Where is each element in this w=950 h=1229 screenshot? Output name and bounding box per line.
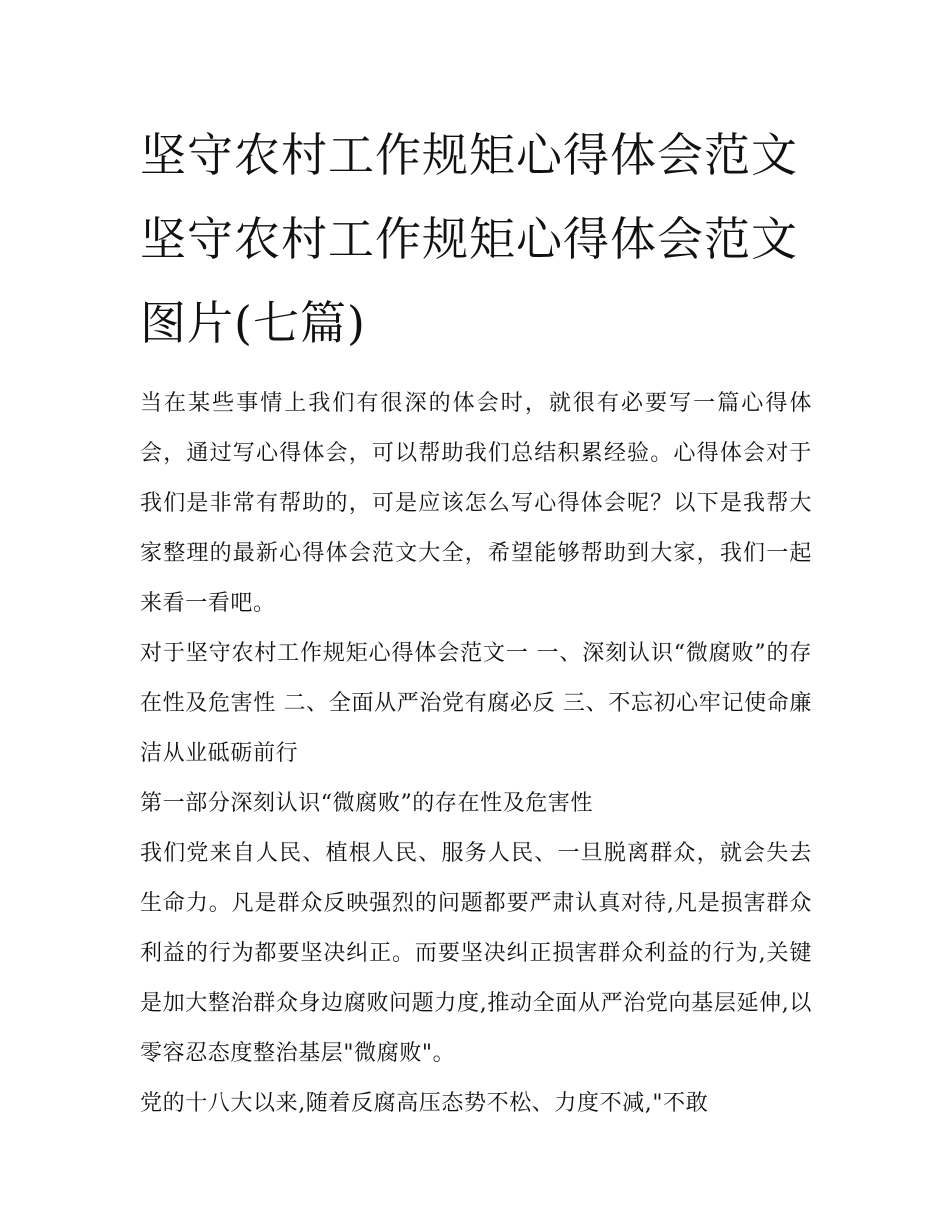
document-page [140,113,812,1129]
document-title: 坚守农村工作规矩心得体会范文 坚守农村工作规矩心得体会范文图片(七篇) [140,128,798,350]
body-paragraph: 我们党来自人民、植根人民、服务人民、一旦脱离群众，就会失去生命力。凡是群众反映强烈的问题都要严肃认真对待,凡是损害群众利益的行为都要坚决纠正。而要坚决纠正损害群众利益的行为,关键是加大整治群众身边腐败问题力度,推动全面从严治党向基层延伸,以零容忍态度整治基层"微腐败"。 [140,841,812,1066]
body-paragraph-continued: 党的十八大以来,随着反腐高压态势不松、力度不减,"不敢 [140,1091,709,1116]
section-heading: 第一部分深刻认识“微腐败”的存在性及危害性 [140,791,594,816]
intro-paragraph: 当在某些事情上我们有很深的体会时，就很有必要写一篇心得体会，通过写心得体会，可以帮助我们总结积累经验。心得体会对于我们是非常有帮助的，可是应该怎么写心得体会呢？以下是我帮大家整理的最新心得体会范文大全，希望能够帮助到大家，我们一起来看一看吧。 [140,391,812,616]
outline-paragraph: 对于坚守农村工作规矩心得体会范文一 一、深刻认识“微腐败”的存在性及危害性 二、全面从严治党有腐必反 三、不忘初心牢记使命廉洁从业砥砺前行 [140,641,812,766]
